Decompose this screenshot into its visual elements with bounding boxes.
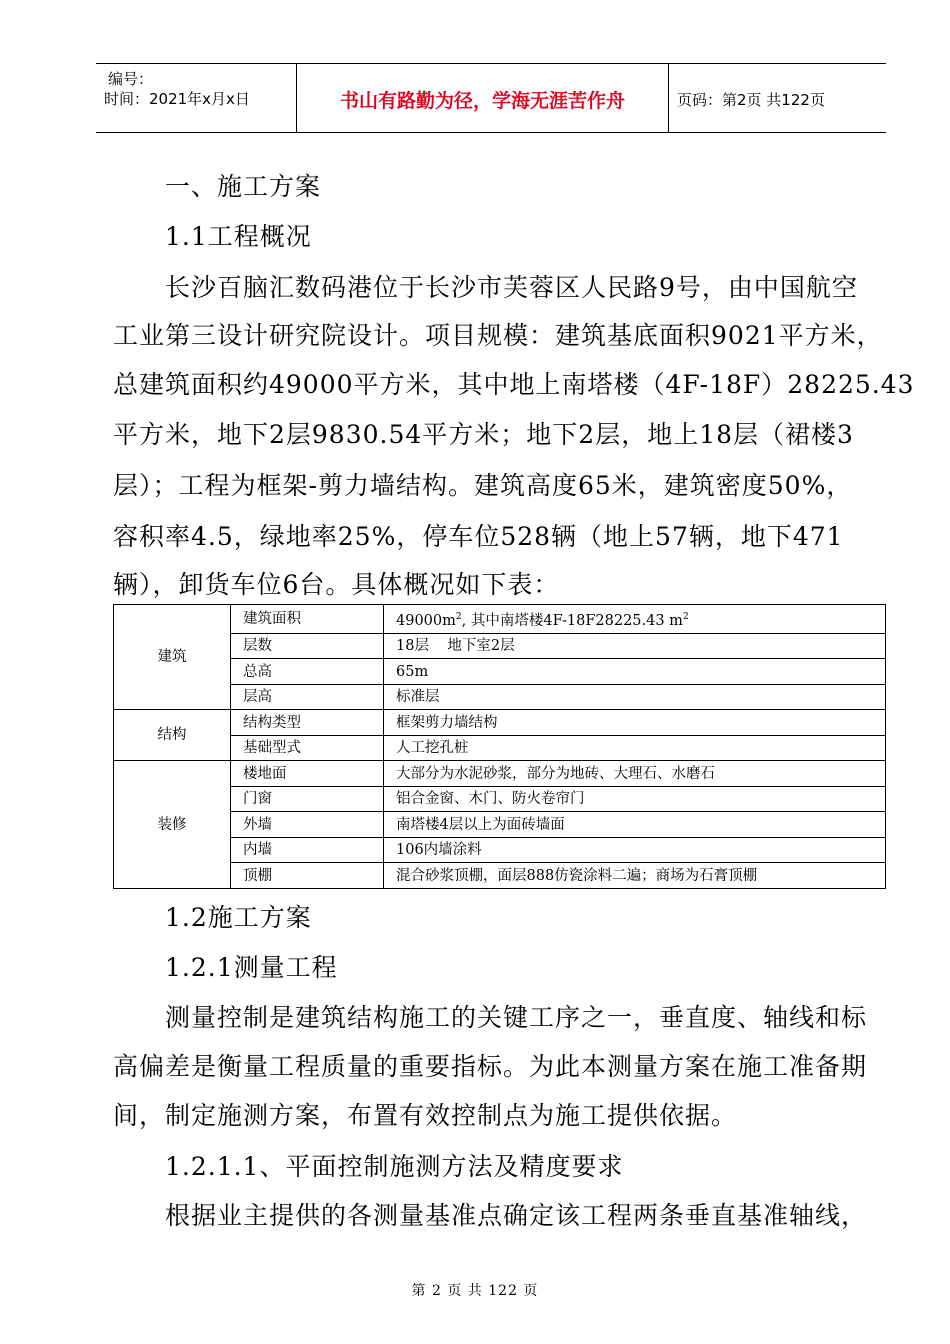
value-cell: 人工挖孔桩 <box>384 735 886 761</box>
heading-construction-plan: 一、施工方案 <box>165 172 322 201</box>
value-cell: 混合砂浆顶棚，面层888仿瓷涂料二遍；商场为石膏顶棚 <box>384 863 886 889</box>
paragraph-line: 辆），卸货车位6台。具体概况如下表： <box>113 570 560 599</box>
page-footer: 第 2 页 共 122 页 <box>411 1283 539 1299</box>
paragraph-line: 测量控制是建筑结构施工的关键工序之一，垂直度、轴线和标 <box>165 1003 868 1032</box>
value-cell: 标准层 <box>384 684 886 710</box>
value-cell: 65m <box>384 659 886 685</box>
overview-table <box>113 604 886 889</box>
number-label: 编号： <box>108 70 154 88</box>
heading-survey-works: 1.2.1测量工程 <box>165 953 338 982</box>
value-cell: 大部分为水泥砂浆，部分为地砖、大理石、水磨石 <box>384 761 886 787</box>
key-cell: 顶棚 <box>231 863 384 889</box>
value-cell: 南塔楼4层以上为面砖墙面 <box>384 812 886 838</box>
paragraph-line: 工业第三设计研究院设计。项目规模：建筑基底面积9021平方米， <box>113 321 883 350</box>
paragraph-line: 高偏差是衡量工程质量的重要指标。为此本测量方案在施工准备期 <box>113 1052 868 1081</box>
group-cell: 装修 <box>114 761 231 889</box>
paragraph-line: 间，制定施测方案，布置有效控制点为施工提供依据。 <box>113 1101 738 1130</box>
table-row <box>114 761 886 787</box>
paragraph-line: 根据业主提供的各测量基准点确定该工程两条垂直基准轴线， <box>165 1201 868 1230</box>
key-cell: 建筑面积 <box>231 605 384 634</box>
paragraph-line: 长沙百脑汇数码港位于长沙市芙蓉区人民路9号，由中国航空 <box>165 273 858 302</box>
header-right-cell <box>669 64 886 132</box>
key-cell: 楼地面 <box>231 761 384 787</box>
value-cell: 106内墙涂料 <box>384 837 886 863</box>
header-left-cell <box>96 64 297 132</box>
value-cell: 铝合金窗、木门、防火卷帘门 <box>384 786 886 812</box>
key-cell: 外墙 <box>231 812 384 838</box>
time-label: 时间：2021年x月x日 <box>104 90 250 108</box>
paragraph-line: 层）；工程为框架-剪力墙结构。建筑高度65米，建筑密度50%， <box>113 471 853 500</box>
heading-plane-control: 1.2.1.1、平面控制施测方法及精度要求 <box>165 1152 624 1181</box>
table-row <box>114 710 886 736</box>
key-cell: 层数 <box>231 633 384 659</box>
group-cell: 结构 <box>114 710 231 761</box>
heading-project-overview: 1.1工程概况 <box>165 222 312 251</box>
heading-construction-scheme: 1.2施工方案 <box>165 903 312 932</box>
value-cell: 框架剪力墙结构 <box>384 710 886 736</box>
table-row <box>114 605 886 634</box>
paragraph-line: 容积率4.5，绿地率25%，停车位528辆（地上57辆，地下471 <box>113 522 844 551</box>
paragraph-line: 总建筑面积约49000平方米，其中地上南塔楼（4F-18F）28225.43 <box>113 370 915 399</box>
key-cell: 结构类型 <box>231 710 384 736</box>
key-cell: 总高 <box>231 659 384 685</box>
key-cell: 内墙 <box>231 837 384 863</box>
header-motto-cell <box>297 64 669 132</box>
group-cell: 建筑 <box>114 605 231 710</box>
key-cell: 门窗 <box>231 786 384 812</box>
value-cell: 18层 地下室2层 <box>384 633 886 659</box>
page-info: 页码：第2页 共122页 <box>677 91 825 109</box>
value-cell: $49000m^2$, 其中南塔楼4F-18F28225.43 $m^2$ <box>384 605 886 634</box>
paragraph-line: 平方米，地下2层9830.54平方米；地下2层，地上18层（裙楼3 <box>113 420 854 449</box>
motto: 书山有路勤为径，学海无涯苦作舟 <box>339 90 625 112</box>
page-header <box>96 63 886 133</box>
key-cell: 基础型式 <box>231 735 384 761</box>
key-cell: 层高 <box>231 684 384 710</box>
